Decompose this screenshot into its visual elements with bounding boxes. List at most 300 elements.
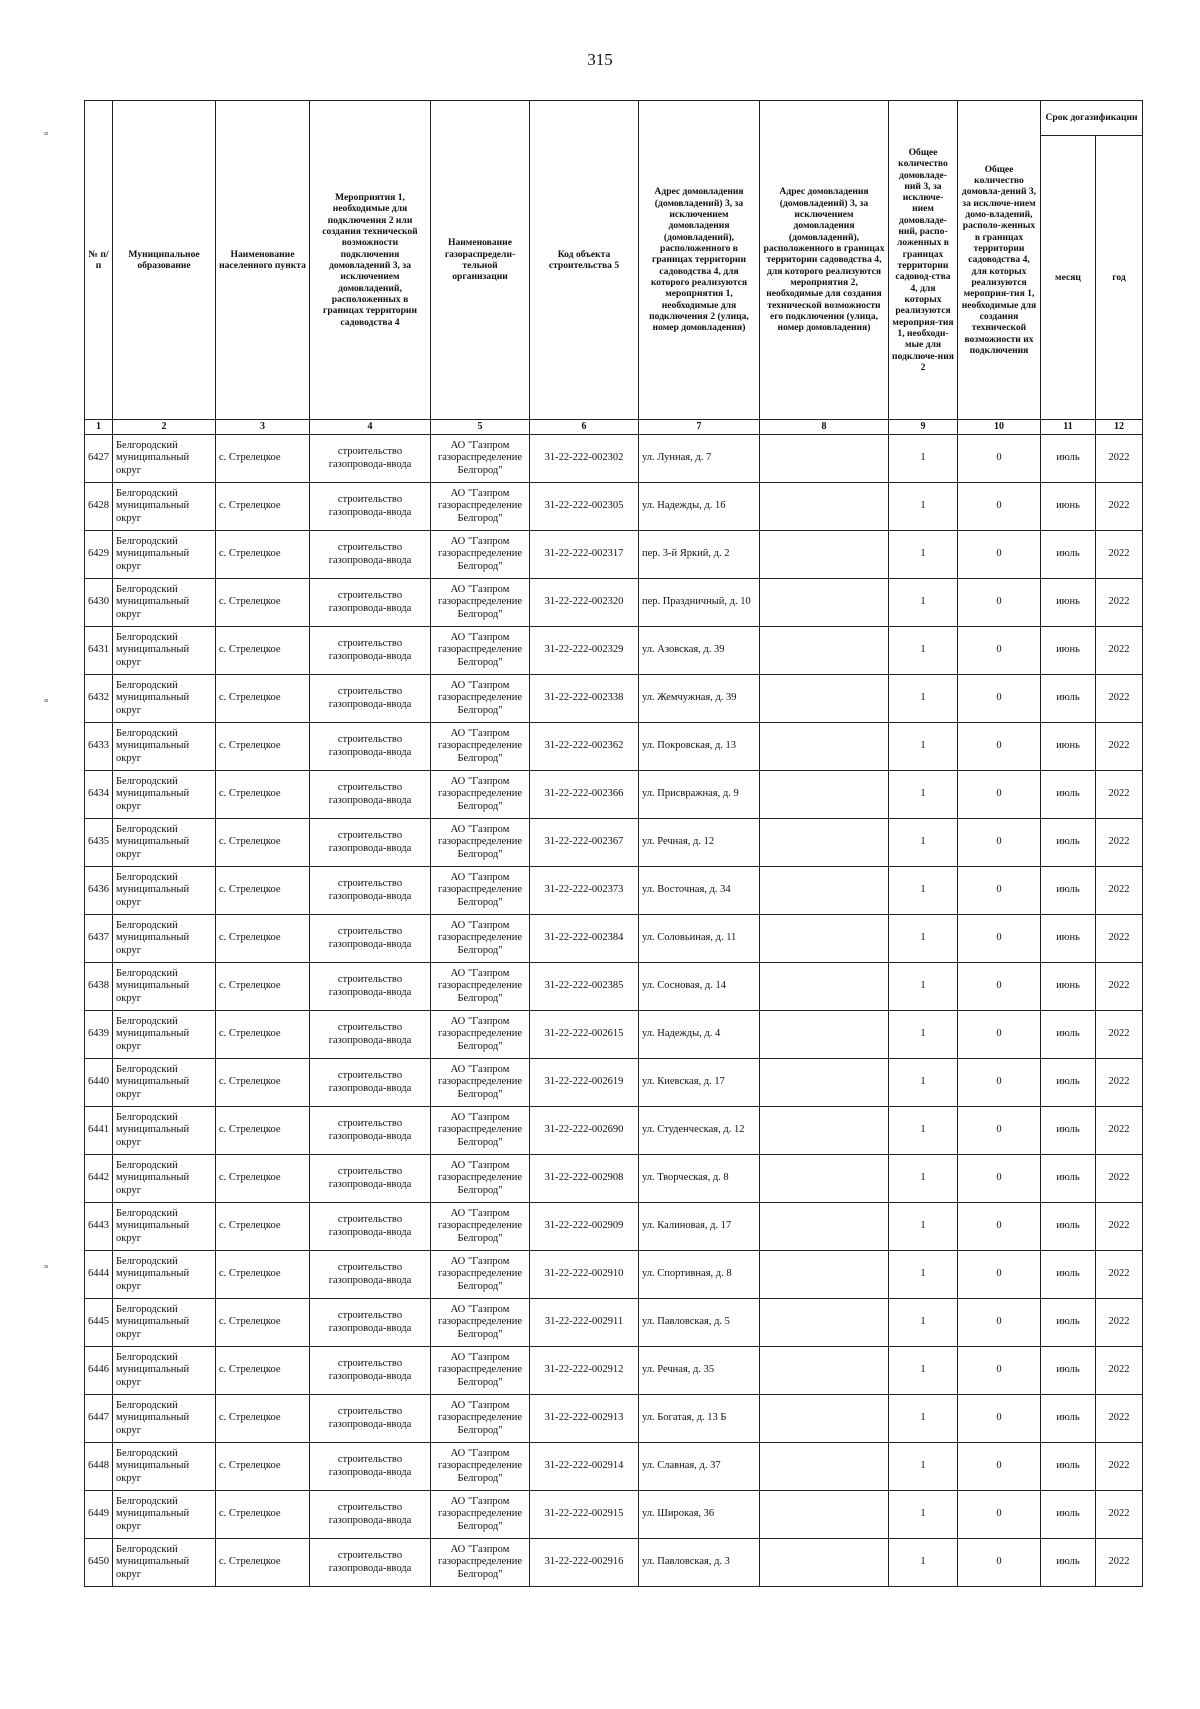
municipality-cell: Белгородский муниципальный округ	[113, 435, 216, 483]
row-number: 6447	[85, 1395, 113, 1443]
address-garden-cell	[760, 627, 889, 675]
header-address-garden: Адрес домовладения (домовладений) 3, за исключением домовладения (домовладений), расположенного в границах территории садоводства 4, для которого реализуются мероприятия 2, необходимые для создания технической возможности его подключения (улица, номер домовладения)	[760, 101, 889, 420]
column-number: 1	[85, 420, 113, 435]
object-code-cell: 31-22-222-002915	[530, 1491, 639, 1539]
municipality-cell: Белгородский муниципальный округ	[113, 771, 216, 819]
measure-cell: строительство газопровода-ввода	[310, 867, 431, 915]
gas-org-cell: АО "Газпром газораспределение Белгород"	[431, 483, 530, 531]
month-cell: июль	[1041, 1155, 1096, 1203]
measure-cell: строительство газопровода-ввода	[310, 1491, 431, 1539]
margin-mark: °	[44, 1263, 49, 1275]
total-connect-cell: 1	[889, 1395, 958, 1443]
month-cell: июнь	[1041, 483, 1096, 531]
total-tech-cell: 0	[958, 723, 1041, 771]
address-garden-cell	[760, 963, 889, 1011]
gas-org-cell: АО "Газпром газораспределение Белгород"	[431, 1347, 530, 1395]
address-cell: ул. Спортивная, д. 8	[639, 1251, 760, 1299]
object-code-cell: 31-22-222-002362	[530, 723, 639, 771]
month-cell: июль	[1041, 1011, 1096, 1059]
column-number: 2	[113, 420, 216, 435]
address-garden-cell	[760, 1443, 889, 1491]
year-cell: 2022	[1096, 723, 1143, 771]
month-cell: июль	[1041, 1059, 1096, 1107]
gas-org-cell: АО "Газпром газораспределение Белгород"	[431, 1059, 530, 1107]
measure-cell: строительство газопровода-ввода	[310, 579, 431, 627]
municipality-cell: Белгородский муниципальный округ	[113, 1443, 216, 1491]
margin-mark: °	[44, 697, 49, 709]
object-code-cell: 31-22-222-002302	[530, 435, 639, 483]
municipality-cell: Белгородский муниципальный округ	[113, 963, 216, 1011]
margin-mark: °	[44, 130, 49, 142]
settlement-cell: с. Стрелецкое	[216, 1395, 310, 1443]
total-connect-cell: 1	[889, 579, 958, 627]
header-month: месяц	[1041, 136, 1096, 420]
address-cell: ул. Славная, д. 37	[639, 1443, 760, 1491]
measure-cell: строительство газопровода-ввода	[310, 963, 431, 1011]
year-cell: 2022	[1096, 819, 1143, 867]
gas-org-cell: АО "Газпром газораспределение Белгород"	[431, 1203, 530, 1251]
table-row	[85, 1347, 1143, 1395]
gas-org-cell: АО "Газпром газораспределение Белгород"	[431, 675, 530, 723]
measure-cell: строительство газопровода-ввода	[310, 819, 431, 867]
month-cell: июль	[1041, 1443, 1096, 1491]
month-cell: июнь	[1041, 627, 1096, 675]
table-row	[85, 1203, 1143, 1251]
header-gas-org: Наименование газораспредели-тельной организации	[431, 101, 530, 420]
measure-cell: строительство газопровода-ввода	[310, 1107, 431, 1155]
row-number: 6442	[85, 1155, 113, 1203]
address-garden-cell	[760, 675, 889, 723]
settlement-cell: с. Стрелецкое	[216, 1203, 310, 1251]
total-connect-cell: 1	[889, 1059, 958, 1107]
table-row	[85, 867, 1143, 915]
municipality-cell: Белгородский муниципальный округ	[113, 1491, 216, 1539]
gas-org-cell: АО "Газпром газораспределение Белгород"	[431, 1395, 530, 1443]
year-cell: 2022	[1096, 579, 1143, 627]
month-cell: июль	[1041, 1347, 1096, 1395]
address-cell: ул. Студенческая, д. 12	[639, 1107, 760, 1155]
table-row	[85, 1107, 1143, 1155]
address-garden-cell	[760, 531, 889, 579]
total-connect-cell: 1	[889, 483, 958, 531]
month-cell: июль	[1041, 675, 1096, 723]
measure-cell: строительство газопровода-ввода	[310, 1443, 431, 1491]
row-number: 6439	[85, 1011, 113, 1059]
object-code-cell: 31-22-222-002619	[530, 1059, 639, 1107]
row-number: 6440	[85, 1059, 113, 1107]
total-connect-cell: 1	[889, 1251, 958, 1299]
address-cell: пер. Праздничный, д. 10	[639, 579, 760, 627]
address-garden-cell	[760, 1251, 889, 1299]
year-cell: 2022	[1096, 1251, 1143, 1299]
address-cell: ул. Жемчужная, д. 39	[639, 675, 760, 723]
address-cell: ул. Покровская, д. 13	[639, 723, 760, 771]
row-number: 6444	[85, 1251, 113, 1299]
measure-cell: строительство газопровода-ввода	[310, 1299, 431, 1347]
settlement-cell: с. Стрелецкое	[216, 819, 310, 867]
measure-cell: строительство газопровода-ввода	[310, 1059, 431, 1107]
column-number: 4	[310, 420, 431, 435]
measure-cell: строительство газопровода-ввода	[310, 435, 431, 483]
object-code-cell: 31-22-222-002367	[530, 819, 639, 867]
object-code-cell: 31-22-222-002338	[530, 675, 639, 723]
total-connect-cell: 1	[889, 723, 958, 771]
municipality-cell: Белгородский муниципальный округ	[113, 1059, 216, 1107]
total-tech-cell: 0	[958, 963, 1041, 1011]
settlement-cell: с. Стрелецкое	[216, 771, 310, 819]
row-number: 6446	[85, 1347, 113, 1395]
total-connect-cell: 1	[889, 1203, 958, 1251]
page-number: 315	[587, 50, 613, 69]
column-number: 9	[889, 420, 958, 435]
object-code-cell: 31-22-222-002914	[530, 1443, 639, 1491]
address-garden-cell	[760, 771, 889, 819]
table-row	[85, 579, 1143, 627]
gas-org-cell: АО "Газпром газораспределение Белгород"	[431, 867, 530, 915]
address-cell: ул. Павловская, д. 5	[639, 1299, 760, 1347]
row-number: 6433	[85, 723, 113, 771]
total-connect-cell: 1	[889, 1539, 958, 1587]
row-number: 6438	[85, 963, 113, 1011]
year-cell: 2022	[1096, 483, 1143, 531]
object-code-cell: 31-22-222-002329	[530, 627, 639, 675]
table-row	[85, 483, 1143, 531]
municipality-cell: Белгородский муниципальный округ	[113, 819, 216, 867]
municipality-cell: Белгородский муниципальный округ	[113, 1011, 216, 1059]
municipality-cell: Белгородский муниципальный округ	[113, 483, 216, 531]
address-cell: ул. Павловская, д. 3	[639, 1539, 760, 1587]
table-row	[85, 723, 1143, 771]
month-cell: июль	[1041, 1539, 1096, 1587]
address-cell: ул. Киевская, д. 17	[639, 1059, 760, 1107]
year-cell: 2022	[1096, 1011, 1143, 1059]
total-connect-cell: 1	[889, 1011, 958, 1059]
address-garden-cell	[760, 483, 889, 531]
table-row	[85, 1539, 1143, 1587]
municipality-cell: Белгородский муниципальный округ	[113, 627, 216, 675]
year-cell: 2022	[1096, 1491, 1143, 1539]
gas-org-cell: АО "Газпром газораспределение Белгород"	[431, 1251, 530, 1299]
header-measures: Мероприятия 1, необходимые для подключения 2 или создания технической возможности подключения домовладений 3, за исключением домовладений, расположенных в границах территории садоводства 4	[310, 101, 431, 420]
header-address: Адрес домовладения (домовладений) 3, за исключением домовладения (домовладений), расположенного в границах территории садоводства 4, для которого реализуются мероприятия 1, необходимые для подключения 2 (улица, номер домовладения)	[639, 101, 760, 420]
row-number: 6427	[85, 435, 113, 483]
total-connect-cell: 1	[889, 435, 958, 483]
month-cell: июль	[1041, 1491, 1096, 1539]
settlement-cell: с. Стрелецкое	[216, 483, 310, 531]
total-tech-cell: 0	[958, 1491, 1041, 1539]
header-term: Срок догазификации	[1041, 101, 1143, 136]
gas-org-cell: АО "Газпром газораспределение Белгород"	[431, 1299, 530, 1347]
address-cell: ул. Речная, д. 35	[639, 1347, 760, 1395]
object-code-cell: 31-22-222-002317	[530, 531, 639, 579]
measure-cell: строительство газопровода-ввода	[310, 627, 431, 675]
settlement-cell: с. Стрелецкое	[216, 723, 310, 771]
measure-cell: строительство газопровода-ввода	[310, 1203, 431, 1251]
header-year: год	[1096, 136, 1143, 420]
settlement-cell: с. Стрелецкое	[216, 435, 310, 483]
settlement-cell: с. Стрелецкое	[216, 1011, 310, 1059]
address-garden-cell	[760, 819, 889, 867]
row-number: 6429	[85, 531, 113, 579]
row-number: 6434	[85, 771, 113, 819]
year-cell: 2022	[1096, 1347, 1143, 1395]
header-num: № п/п	[85, 101, 113, 420]
address-garden-cell	[760, 435, 889, 483]
object-code-cell: 31-22-222-002913	[530, 1395, 639, 1443]
total-tech-cell: 0	[958, 627, 1041, 675]
year-cell: 2022	[1096, 1443, 1143, 1491]
measure-cell: строительство газопровода-ввода	[310, 771, 431, 819]
total-tech-cell: 0	[958, 1059, 1041, 1107]
gas-org-cell: АО "Газпром газораспределение Белгород"	[431, 627, 530, 675]
month-cell: июнь	[1041, 723, 1096, 771]
gas-org-cell: АО "Газпром газораспределение Белгород"	[431, 819, 530, 867]
table-row	[85, 1395, 1143, 1443]
table-row	[85, 1251, 1143, 1299]
address-cell: ул. Соловьиная, д. 11	[639, 915, 760, 963]
municipality-cell: Белгородский муниципальный округ	[113, 1539, 216, 1587]
settlement-cell: с. Стрелецкое	[216, 1443, 310, 1491]
total-connect-cell: 1	[889, 1299, 958, 1347]
object-code-cell: 31-22-222-002909	[530, 1203, 639, 1251]
address-garden-cell	[760, 1011, 889, 1059]
settlement-cell: с. Стрелецкое	[216, 1539, 310, 1587]
municipality-cell: Белгородский муниципальный округ	[113, 675, 216, 723]
header-total-tech: Общее количество домовла-дений 3, за исключе-нием домо-владений, располо-женных в границах территории садоводства 4, для которых реализуются мероприя-тия 1, необходимые для создания технической возможности их подключения	[958, 101, 1041, 420]
gas-org-cell: АО "Газпром газораспределение Белгород"	[431, 1443, 530, 1491]
column-number: 12	[1096, 420, 1143, 435]
table-row	[85, 963, 1143, 1011]
row-number: 6430	[85, 579, 113, 627]
column-number: 8	[760, 420, 889, 435]
address-cell: ул. Калиновая, д. 17	[639, 1203, 760, 1251]
row-number: 6437	[85, 915, 113, 963]
row-number: 6428	[85, 483, 113, 531]
address-cell: ул. Творческая, д. 8	[639, 1155, 760, 1203]
measure-cell: строительство газопровода-ввода	[310, 1011, 431, 1059]
table-row	[85, 1491, 1143, 1539]
address-garden-cell	[760, 579, 889, 627]
municipality-cell: Белгородский муниципальный округ	[113, 1203, 216, 1251]
row-number: 6431	[85, 627, 113, 675]
measure-cell: строительство газопровода-ввода	[310, 1251, 431, 1299]
total-tech-cell: 0	[958, 915, 1041, 963]
table-row	[85, 435, 1143, 483]
municipality-cell: Белгородский муниципальный округ	[113, 1395, 216, 1443]
year-cell: 2022	[1096, 1395, 1143, 1443]
total-tech-cell: 0	[958, 579, 1041, 627]
table-row	[85, 1155, 1143, 1203]
address-garden-cell	[760, 1347, 889, 1395]
gas-org-cell: АО "Газпром газораспределение Белгород"	[431, 723, 530, 771]
total-connect-cell: 1	[889, 1443, 958, 1491]
address-cell: ул. Широкая, 36	[639, 1491, 760, 1539]
row-number: 6436	[85, 867, 113, 915]
column-number: 10	[958, 420, 1041, 435]
address-garden-cell	[760, 1107, 889, 1155]
total-connect-cell: 1	[889, 771, 958, 819]
total-tech-cell: 0	[958, 1539, 1041, 1587]
total-tech-cell: 0	[958, 1251, 1041, 1299]
month-cell: июль	[1041, 1251, 1096, 1299]
header-municipality: Муниципальное образование	[113, 101, 216, 420]
gas-org-cell: АО "Газпром газораспределение Белгород"	[431, 435, 530, 483]
row-number: 6441	[85, 1107, 113, 1155]
total-tech-cell: 0	[958, 531, 1041, 579]
month-cell: июль	[1041, 435, 1096, 483]
year-cell: 2022	[1096, 963, 1143, 1011]
month-cell: июль	[1041, 1107, 1096, 1155]
measure-cell: строительство газопровода-ввода	[310, 1395, 431, 1443]
year-cell: 2022	[1096, 1107, 1143, 1155]
gas-org-cell: АО "Газпром газораспределение Белгород"	[431, 963, 530, 1011]
municipality-cell: Белгородский муниципальный округ	[113, 579, 216, 627]
object-code-cell: 31-22-222-002385	[530, 963, 639, 1011]
month-cell: июнь	[1041, 579, 1096, 627]
table-body	[85, 435, 1143, 1587]
municipality-cell: Белгородский муниципальный округ	[113, 1107, 216, 1155]
measure-cell: строительство газопровода-ввода	[310, 915, 431, 963]
total-connect-cell: 1	[889, 963, 958, 1011]
total-tech-cell: 0	[958, 867, 1041, 915]
address-garden-cell	[760, 1059, 889, 1107]
month-cell: июль	[1041, 819, 1096, 867]
address-garden-cell	[760, 1299, 889, 1347]
municipality-cell: Белгородский муниципальный округ	[113, 867, 216, 915]
address-garden-cell	[760, 915, 889, 963]
object-code-cell: 31-22-222-002912	[530, 1347, 639, 1395]
settlement-cell: с. Стрелецкое	[216, 1155, 310, 1203]
object-code-cell: 31-22-222-002384	[530, 915, 639, 963]
total-connect-cell: 1	[889, 819, 958, 867]
object-code-cell: 31-22-222-002615	[530, 1011, 639, 1059]
total-tech-cell: 0	[958, 435, 1041, 483]
table-row	[85, 771, 1143, 819]
municipality-cell: Белгородский муниципальный округ	[113, 1155, 216, 1203]
total-tech-cell: 0	[958, 1155, 1041, 1203]
year-cell: 2022	[1096, 1299, 1143, 1347]
year-cell: 2022	[1096, 531, 1143, 579]
table-row	[85, 915, 1143, 963]
object-code-cell: 31-22-222-002908	[530, 1155, 639, 1203]
gas-org-cell: АО "Газпром газораспределение Белгород"	[431, 531, 530, 579]
measure-cell: строительство газопровода-ввода	[310, 483, 431, 531]
table-row	[85, 531, 1143, 579]
table-row	[85, 1011, 1143, 1059]
table-row	[85, 627, 1143, 675]
total-tech-cell: 0	[958, 1203, 1041, 1251]
address-cell: ул. Присвражная, д. 9	[639, 771, 760, 819]
gas-org-cell: АО "Газпром газораспределение Белгород"	[431, 915, 530, 963]
settlement-cell: с. Стрелецкое	[216, 1107, 310, 1155]
month-cell: июль	[1041, 1203, 1096, 1251]
total-connect-cell: 1	[889, 915, 958, 963]
row-number: 6449	[85, 1491, 113, 1539]
column-number: 7	[639, 420, 760, 435]
year-cell: 2022	[1096, 1539, 1143, 1587]
month-cell: июль	[1041, 867, 1096, 915]
total-connect-cell: 1	[889, 1347, 958, 1395]
settlement-cell: с. Стрелецкое	[216, 963, 310, 1011]
address-cell: ул. Богатая, д. 13 Б	[639, 1395, 760, 1443]
year-cell: 2022	[1096, 675, 1143, 723]
table-row	[85, 819, 1143, 867]
column-numbers-row	[85, 420, 1143, 435]
year-cell: 2022	[1096, 771, 1143, 819]
total-tech-cell: 0	[958, 1299, 1041, 1347]
address-garden-cell	[760, 723, 889, 771]
municipality-cell: Белгородский муниципальный округ	[113, 915, 216, 963]
total-connect-cell: 1	[889, 1491, 958, 1539]
address-garden-cell	[760, 1395, 889, 1443]
dogazification-table	[84, 100, 1143, 1587]
month-cell: июнь	[1041, 963, 1096, 1011]
settlement-cell: с. Стрелецкое	[216, 1059, 310, 1107]
column-number: 5	[431, 420, 530, 435]
month-cell: июль	[1041, 1299, 1096, 1347]
settlement-cell: с. Стрелецкое	[216, 627, 310, 675]
settlement-cell: с. Стрелецкое	[216, 579, 310, 627]
address-cell: ул. Восточная, д. 34	[639, 867, 760, 915]
municipality-cell: Белгородский муниципальный округ	[113, 1347, 216, 1395]
measure-cell: строительство газопровода-ввода	[310, 1539, 431, 1587]
object-code-cell: 31-22-222-002305	[530, 483, 639, 531]
table-row	[85, 1299, 1143, 1347]
year-cell: 2022	[1096, 1059, 1143, 1107]
row-number: 6435	[85, 819, 113, 867]
address-cell: ул. Речная, д. 12	[639, 819, 760, 867]
table-row	[85, 1443, 1143, 1491]
object-code-cell: 31-22-222-002911	[530, 1299, 639, 1347]
year-cell: 2022	[1096, 867, 1143, 915]
total-connect-cell: 1	[889, 675, 958, 723]
month-cell: июль	[1041, 531, 1096, 579]
municipality-cell: Белгородский муниципальный округ	[113, 1299, 216, 1347]
address-garden-cell	[760, 1155, 889, 1203]
gas-org-cell: АО "Газпром газораспределение Белгород"	[431, 1011, 530, 1059]
column-number: 6	[530, 420, 639, 435]
address-cell: ул. Лунная, д. 7	[639, 435, 760, 483]
row-number: 6443	[85, 1203, 113, 1251]
total-tech-cell: 0	[958, 1011, 1041, 1059]
address-cell: ул. Сосновая, д. 14	[639, 963, 760, 1011]
total-connect-cell: 1	[889, 1155, 958, 1203]
measure-cell: строительство газопровода-ввода	[310, 531, 431, 579]
gas-org-cell: АО "Газпром газораспределение Белгород"	[431, 771, 530, 819]
measure-cell: строительство газопровода-ввода	[310, 723, 431, 771]
month-cell: июль	[1041, 1395, 1096, 1443]
row-number: 6450	[85, 1539, 113, 1587]
table-row	[85, 1059, 1143, 1107]
settlement-cell: с. Стрелецкое	[216, 1347, 310, 1395]
header-total-connect: Общее количество домовладе-ний 3, за исключе-нием домовладе-ний, распо-ложенных в границах территории садовод-ства 4, для которых реализуются мероприя-тия 1, необходи-мые для подключе-ния 2	[889, 101, 958, 420]
column-number: 11	[1041, 420, 1096, 435]
gas-org-cell: АО "Газпром газораспределение Белгород"	[431, 1107, 530, 1155]
measure-cell: строительство газопровода-ввода	[310, 1347, 431, 1395]
total-tech-cell: 0	[958, 819, 1041, 867]
total-connect-cell: 1	[889, 1107, 958, 1155]
settlement-cell: с. Стрелецкое	[216, 915, 310, 963]
column-number: 3	[216, 420, 310, 435]
total-tech-cell: 0	[958, 771, 1041, 819]
municipality-cell: Белгородский муниципальный округ	[113, 1251, 216, 1299]
total-connect-cell: 1	[889, 531, 958, 579]
total-tech-cell: 0	[958, 1347, 1041, 1395]
address-garden-cell	[760, 867, 889, 915]
object-code-cell: 31-22-222-002320	[530, 579, 639, 627]
gas-org-cell: АО "Газпром газораспределение Белгород"	[431, 1539, 530, 1587]
object-code-cell: 31-22-222-002910	[530, 1251, 639, 1299]
